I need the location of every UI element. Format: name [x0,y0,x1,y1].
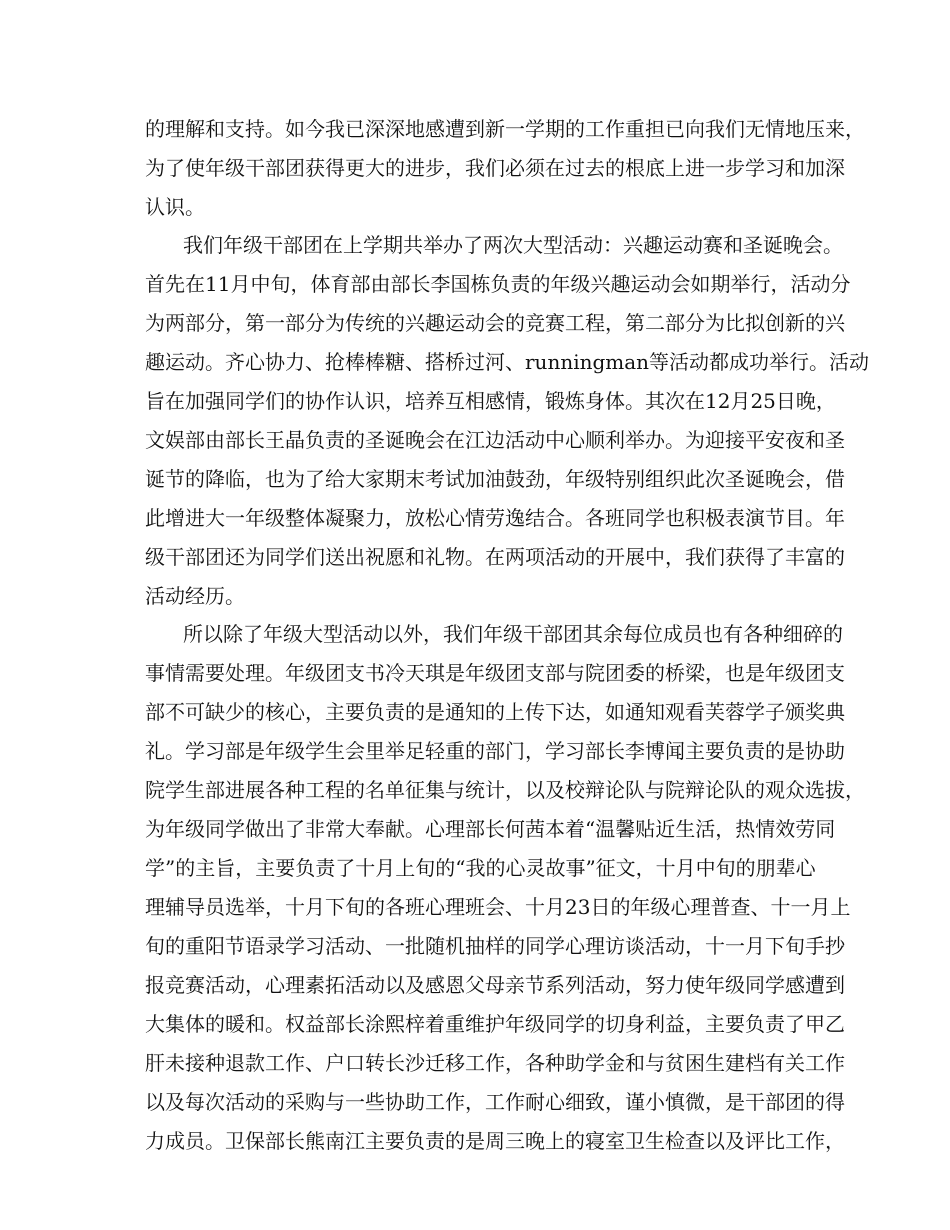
text-line: 肝未接种退款工作、户口转长沙迁移工作，各种助学金和与贫困生建档有关工作 [145,1051,845,1075]
text-line: 文娱部由部长王晶负责的圣诞晚会在江边活动中心顺利举办。为迎接平安夜和圣 [145,428,845,452]
text-line: 报竞赛活动，心理素拓活动以及感恩父母亲节系列活动，努力使年级同学感遭到 [145,973,845,997]
text-line: 活动经历。 [145,584,245,608]
text-line: 为两部分，第一部分为传统的兴趣运动会的竞赛工程，第二部分为比拟创新的兴 [145,311,845,335]
text-line: 事情需要处理。年级团支书冷天琪是年级团支部与院团委的桥梁，也是年级团支 [145,661,845,685]
text-line: 所以除了年级大型活动以外，我们年级干部团其余每位成员也有各种细碎的 [183,622,843,646]
text-line: 首先在11月中旬，体育部由部长李国栋负责的年级兴趣运动会如期举行，活动分 [145,272,851,296]
text-line: 诞节的降临，也为了给大家期末考试加油鼓劲，年级特别组织此次圣诞晚会，借 [145,467,845,491]
text-line: 旨在加强同学们的协作认识，培养互相感情，锻炼身体。其次在12月25日晚， [145,389,836,413]
text-line: 级干部团还为同学们送出祝愿和礼物。在两项活动的开展中，我们获得了丰富的 [145,545,845,569]
text-line: 的理解和支持。如今我已深深地感遭到新一学期的工作重担已向我们无情地压来， [145,117,865,141]
text-line: 理辅导员选举，十月下旬的各班心理班会、十月23日的年级心理普查、十一月上 [145,895,851,919]
text-line: 旬的重阳节语录学习活动、一批随机抽样的同学心理访谈活动，十一月下旬手抄 [145,934,845,958]
text-line: 我们年级干部团在上学期共举办了两次大型活动：兴趣运动赛和圣诞晚会。 [183,233,843,257]
text-line: 学”的主旨，主要负责了十月上旬的“我的心灵故事”征文，十月中旬的朋辈心 [145,856,816,880]
text-line: 为年级同学做出了非常大奉献。心理部长何茜本着“温馨贴近生活，热情效劳同 [145,817,836,841]
text-line: 部不可缺少的核心，主要负责的是通知的上传下达，如通知观看芙蓉学子颁奖典 [145,700,845,724]
text-line: 大集体的暖和。权益部长涂熙梓着重维护年级同学的切身利益，主要负责了甲乙 [145,1012,845,1036]
text-line: 此增进大一年级整体凝聚力，放松心情劳逸结合。各班同学也积极表演节目。年 [145,506,845,530]
text-line: 力成员。卫保部长熊南江主要负责的是周三晚上的寝室卫生检查以及评比工作， [145,1129,845,1153]
text-line: 为了使年级干部团获得更大的进步，我们必须在过去的根底上进一步学习和加深 [145,156,845,180]
text-line: 认识。 [145,195,205,219]
text-line: 院学生部进展各种工程的名单征集与统计，以及校辩论队与院辩论队的观众选拔， [145,778,865,802]
text-line: 礼。学习部是年级学生会里举足轻重的部门，学习部长李博闻主要负责的是协助 [145,739,845,763]
text-line: 趣运动。齐心协力、抢棒棒糖、搭桥过河、runningman等活动都成功举行。活动 [145,350,870,374]
text-line: 以及每次活动的采购与一些协助工作，工作耐心细致，谨小慎微，是干部团的得 [145,1090,845,1114]
